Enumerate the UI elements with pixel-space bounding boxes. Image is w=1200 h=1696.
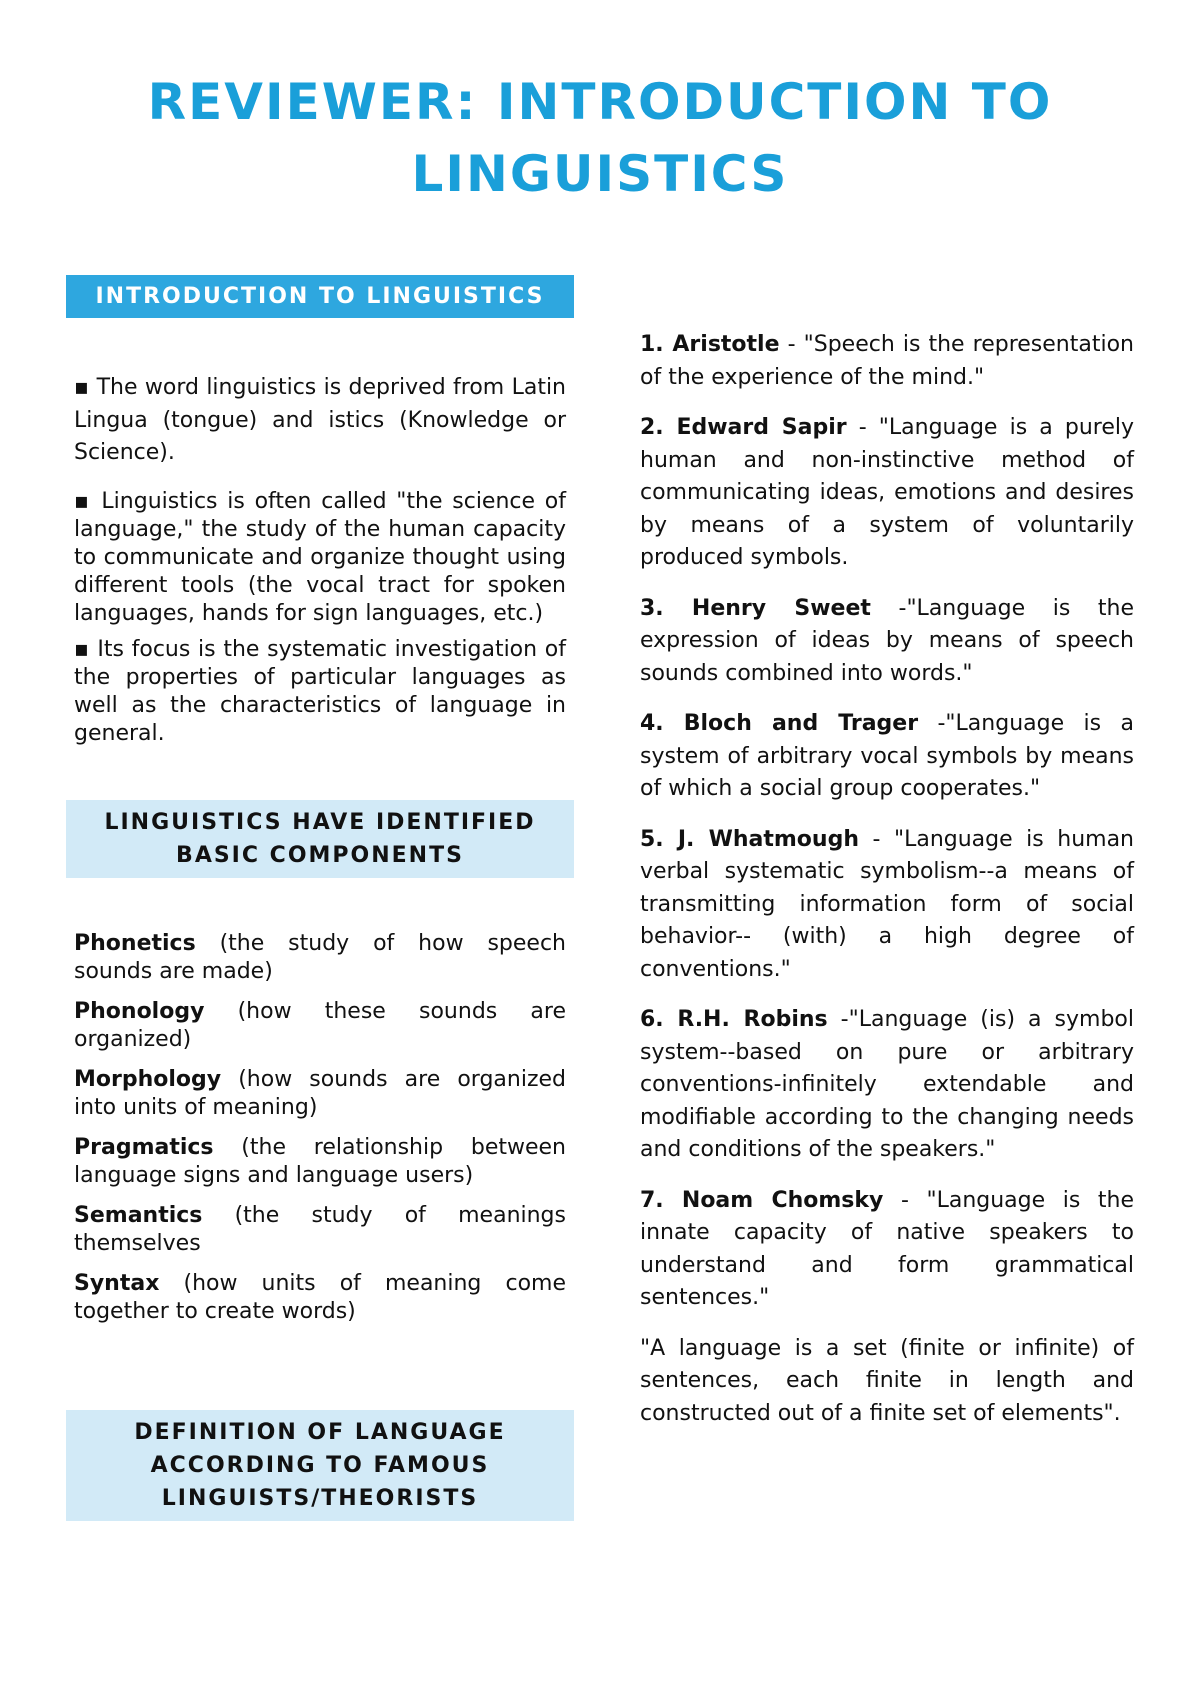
component-desc: (the study of meanings themselves xyxy=(74,1202,566,1256)
intro-bullet-3: ▪ Its focus is the systematic investigation of the properties of particular languages as well as the characteristics of language in general. xyxy=(74,636,566,746)
linguist-name: 1. Aristotle xyxy=(640,332,780,357)
definition-item xyxy=(640,824,1134,987)
component-item xyxy=(66,930,574,986)
definition-text: - "Language is a purely human and non-instinctive method of communicating ideas, emotions and desires by means of a system of voluntarily produced symbols. xyxy=(640,415,1134,570)
component-item xyxy=(66,1202,574,1258)
page-title xyxy=(0,66,1200,210)
definition-text: - "Language is human verbal systematic symbolism--a means of transmitting information form of social behavior-- (with) a high degree of conventions." xyxy=(640,826,1134,982)
component-desc: (the study of how speech sounds are made) xyxy=(74,930,566,984)
definition-item xyxy=(640,1185,1134,1315)
component-term: Phonetics xyxy=(74,930,196,956)
linguist-name: 5. J. Whatmough xyxy=(640,826,859,852)
closing-definition: "A language is a set (finite or infinite) of sentences, each finite in length and constructed out of a finite set of elements". xyxy=(640,1335,1134,1426)
definitions-header xyxy=(66,1410,574,1521)
component-desc: (the relationship between language signs and language users) xyxy=(74,1134,566,1188)
component-term: Morphology xyxy=(74,1066,222,1092)
intro-bullet-2: ▪ Linguistics is often called "the science of language," the study of the human capacity to communicate and organize thought using different tools (the vocal tract for spoken languages, hands for sign languages, etc.) xyxy=(74,488,566,626)
definition-item xyxy=(640,593,1134,691)
intro-bullet-1: ▪ The word linguistics is deprived from Latin Lingua (tongue) and istics (Knowledge or Science). xyxy=(74,375,566,465)
definition-text: -"Language (is) a symbol system--based on pure or arbitrary conventions-infinitely extendable and modifiable according to the changing needs and conditions of the speakers." xyxy=(640,1007,1135,1162)
component-desc: (how sounds are organized into units of meaning) xyxy=(74,1066,566,1120)
linguist-name: 6. R.H. Robins xyxy=(640,1007,828,1032)
components-header xyxy=(66,800,574,878)
title-line-1: REVIEWER: INTRODUCTION TO xyxy=(147,73,1053,131)
component-item xyxy=(66,1134,574,1190)
components-header-line-1: LINGUISTICS HAVE IDENTIFIED xyxy=(104,809,536,835)
right-column xyxy=(640,275,1134,1430)
component-item xyxy=(66,1270,574,1326)
definitions-header-line-3: LINGUISTS/THEORISTS xyxy=(161,1485,479,1511)
component-term: Phonology xyxy=(74,998,205,1024)
definition-text: -"Language is the expression of ideas by means of speech sounds combined into words." xyxy=(640,595,1134,686)
component-desc: (how units of meaning come together to create words) xyxy=(74,1270,566,1324)
linguist-name: 7. Noam Chomsky xyxy=(640,1187,884,1213)
linguist-name: 2. Edward Sapir xyxy=(640,415,847,440)
definitions-header-line-1: DEFINITION OF LANGUAGE xyxy=(134,1419,506,1445)
definition-item xyxy=(640,708,1134,806)
definition-text: - "Language is the innate capacity of native speakers to understand and form grammatical sentences." xyxy=(640,1187,1134,1310)
component-term: Pragmatics xyxy=(74,1134,214,1160)
components-list xyxy=(66,930,574,1326)
definition-item xyxy=(640,1004,1134,1167)
component-term: Syntax xyxy=(74,1270,160,1296)
component-desc: (how these sounds are organized) xyxy=(74,998,566,1052)
left-column xyxy=(66,275,574,1521)
component-item xyxy=(66,998,574,1054)
linguist-name: 4. Bloch and Trager xyxy=(640,711,919,736)
definition-item xyxy=(640,329,1134,394)
components-header-line-2: BASIC COMPONENTS xyxy=(176,842,464,868)
definitions-header-line-2: ACCORDING TO FAMOUS xyxy=(150,1452,490,1478)
component-term: Semantics xyxy=(74,1202,203,1228)
definition-item xyxy=(640,412,1134,575)
intro-header: INTRODUCTION TO LINGUISTICS xyxy=(66,275,574,318)
definition-text: - "Speech is the representation of the experience of the mind." xyxy=(640,332,1134,390)
component-item xyxy=(66,1066,574,1122)
definitions-list xyxy=(640,329,1134,1430)
linguist-name: 3. Henry Sweet xyxy=(640,595,871,621)
definition-text: -"Language is a system of arbitrary vocal symbols by means of which a social group cooperates." xyxy=(640,711,1134,801)
title-line-2: LINGUISTICS xyxy=(411,145,789,203)
